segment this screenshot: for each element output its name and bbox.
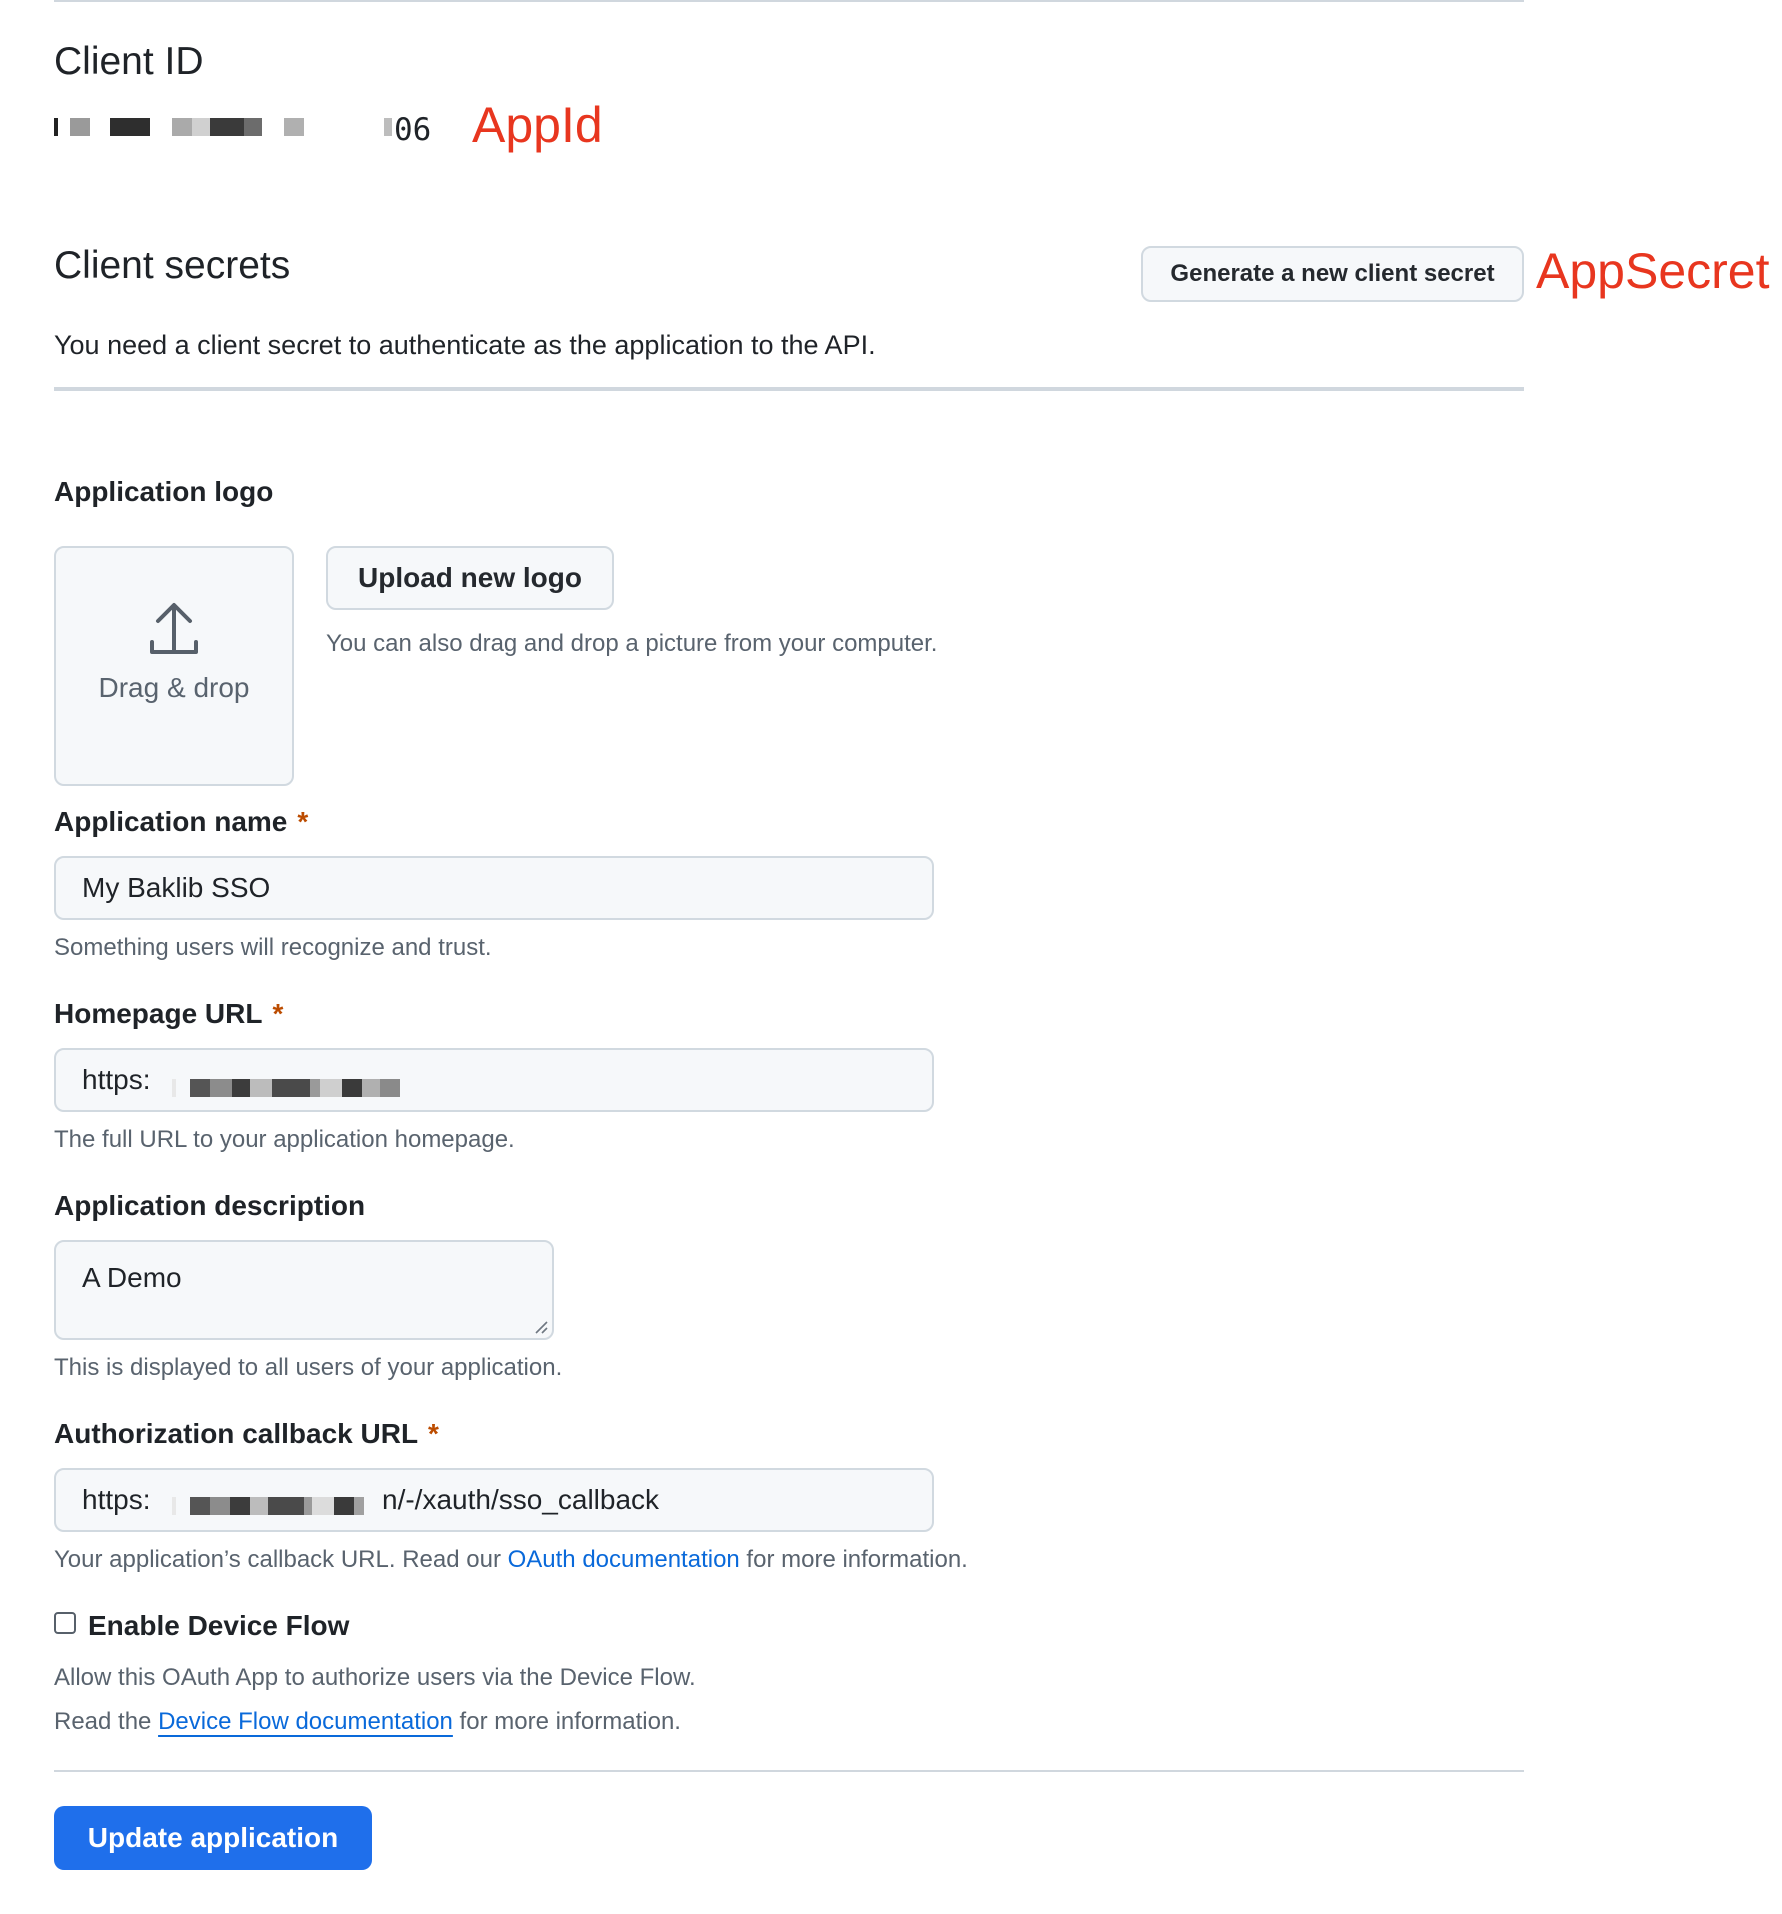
resize-handle-icon[interactable] xyxy=(532,1318,548,1334)
footer-divider xyxy=(54,1770,1524,1772)
section-divider xyxy=(54,387,1524,391)
callback-url-label xyxy=(54,1418,439,1450)
client-secrets-description: You need a client secret to authenticate as the application to the API. xyxy=(54,330,876,360)
application-logo-label: Application logo xyxy=(54,476,274,507)
upload-icon xyxy=(148,600,200,658)
device-flow-line2-after: for more information. xyxy=(452,1708,681,1735)
enable-device-flow-label[interactable]: Enable Device Flow xyxy=(88,1610,350,1641)
required-mark: * xyxy=(428,1418,439,1449)
application-description-value: A Demo xyxy=(82,1262,182,1293)
callback-url-hint xyxy=(54,1546,968,1574)
appid-annotation: AppId xyxy=(472,97,603,153)
application-name-value: My Baklib SSO xyxy=(82,872,271,903)
application-name-hint: Something users will recognize and trust. xyxy=(54,934,492,961)
required-mark: * xyxy=(297,806,309,837)
device-flow-description: Allow this OAuth App to authorize users via the Device Flow. xyxy=(54,1664,696,1691)
homepage-url-input[interactable] xyxy=(54,1048,934,1112)
callback-url-label-text: Authorization callback URL xyxy=(54,1418,419,1449)
device-flow-doc-line xyxy=(54,1708,681,1736)
drag-drop-text: Drag & drop xyxy=(98,672,250,703)
callback-url-suffix: n/-/xauth/sso_callback xyxy=(382,1484,660,1515)
application-description-label: Application description xyxy=(54,1190,366,1221)
callback-url-prefix: https: xyxy=(82,1484,151,1515)
application-description-textarea[interactable] xyxy=(54,1240,554,1340)
generate-secret-button[interactable]: Generate a new client secret xyxy=(1141,246,1524,302)
homepage-url-prefix: https: xyxy=(82,1064,151,1095)
top-divider xyxy=(54,0,1524,2)
application-description-hint: This is displayed to all users of your application. xyxy=(54,1354,563,1381)
redacted-block xyxy=(54,118,394,136)
callback-url-input[interactable] xyxy=(54,1468,934,1532)
client-id-suffix: 06 xyxy=(394,112,432,148)
device-flow-line2-before: Read the xyxy=(54,1708,159,1735)
application-name-label-text: Application name xyxy=(54,806,288,837)
logo-drop-zone[interactable] xyxy=(54,546,294,786)
enable-device-flow-checkbox[interactable] xyxy=(54,1612,76,1634)
application-name-label xyxy=(54,806,308,838)
redacted-block xyxy=(172,1497,372,1515)
device-flow-documentation-link[interactable]: Device Flow documentation xyxy=(158,1708,453,1735)
client-id-heading: Client ID xyxy=(54,40,204,83)
callback-hint-before: Your application’s callback URL. Read our xyxy=(54,1546,508,1573)
oauth-documentation-link[interactable]: OAuth documentation xyxy=(507,1546,740,1573)
client-secrets-heading: Client secrets xyxy=(54,244,291,287)
redacted-block xyxy=(172,1079,452,1097)
upload-logo-button[interactable]: Upload new logo xyxy=(326,546,614,610)
upload-hint: You can also drag and drop a picture from your computer. xyxy=(326,630,938,657)
client-id-value xyxy=(54,112,432,154)
homepage-url-label xyxy=(54,998,283,1030)
update-application-button[interactable]: Update application xyxy=(54,1806,372,1870)
application-name-input[interactable] xyxy=(54,856,934,920)
homepage-url-hint: The full URL to your application homepage. xyxy=(54,1126,515,1153)
appsecret-annotation: AppSecret xyxy=(1536,243,1770,299)
required-mark: * xyxy=(272,998,284,1029)
callback-hint-after: for more information. xyxy=(739,1546,968,1573)
homepage-url-label-text: Homepage URL xyxy=(54,998,263,1029)
